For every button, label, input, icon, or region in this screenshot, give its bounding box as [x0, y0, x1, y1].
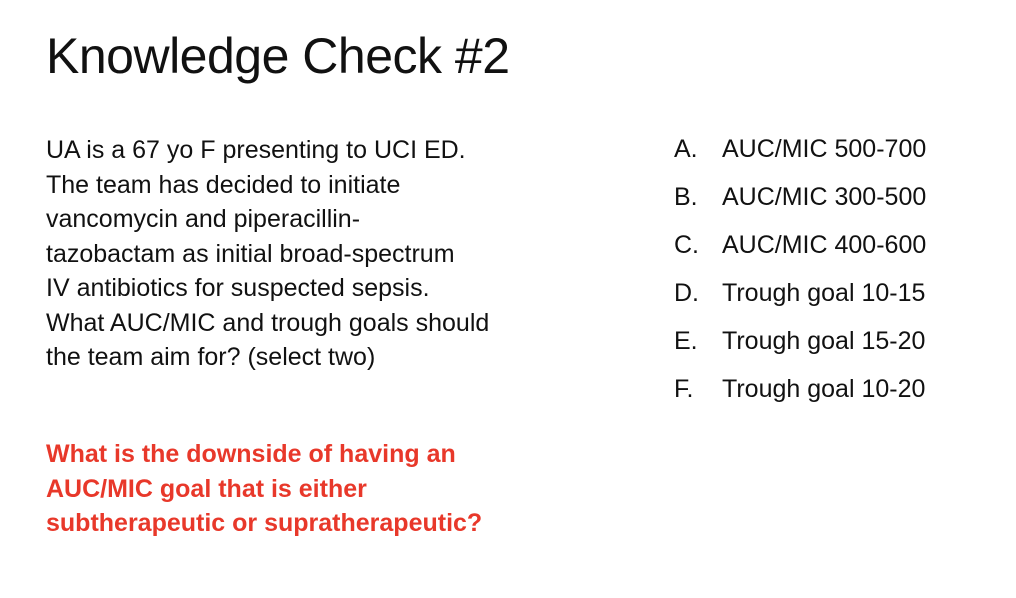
answer-option-d — [674, 274, 1004, 322]
answer-options-list — [674, 130, 1004, 418]
slide-title: Knowledge Check #2 — [46, 28, 510, 84]
followup-question — [46, 437, 646, 541]
option-letter: A. — [674, 135, 698, 163]
answer-option-a — [674, 130, 1004, 178]
option-text: Trough goal 10-15 — [722, 279, 926, 307]
question-line: IV antibiotics for suspected sepsis. — [46, 274, 430, 302]
followup-line: AUC/MIC goal that is either — [46, 474, 367, 503]
question-line: the team aim for? (select two) — [46, 343, 376, 371]
option-text: AUC/MIC 500-700 — [722, 135, 927, 163]
option-text: Trough goal 15-20 — [722, 327, 926, 355]
followup-line: subtherapeutic or supratherapeutic? — [46, 509, 483, 537]
question-line: UA is a 67 yo F presenting to UCI ED. — [46, 136, 466, 164]
option-text: AUC/MIC 300-500 — [722, 183, 927, 211]
question-text — [46, 133, 606, 375]
question-line: tazobactam as initial broad-spectrum — [46, 239, 455, 268]
question-line: vancomycin and piperacillin- — [46, 205, 361, 233]
option-letter: F. — [674, 375, 694, 403]
answer-option-b — [674, 178, 1004, 226]
question-line: The team has decided to initiate — [46, 170, 401, 199]
option-letter: B. — [674, 183, 698, 211]
question-line: What AUC/MIC and trough goals should — [46, 308, 490, 337]
option-letter: E. — [674, 327, 698, 355]
option-letter: C. — [674, 231, 699, 259]
followup-line: What is the downside of having an — [46, 440, 456, 468]
option-text: AUC/MIC 400-600 — [722, 231, 927, 259]
answer-option-e — [674, 322, 1004, 370]
option-text: Trough goal 10-20 — [722, 375, 926, 403]
answer-option-f — [674, 370, 1004, 418]
answer-option-c — [674, 226, 1004, 274]
option-letter: D. — [674, 279, 699, 307]
